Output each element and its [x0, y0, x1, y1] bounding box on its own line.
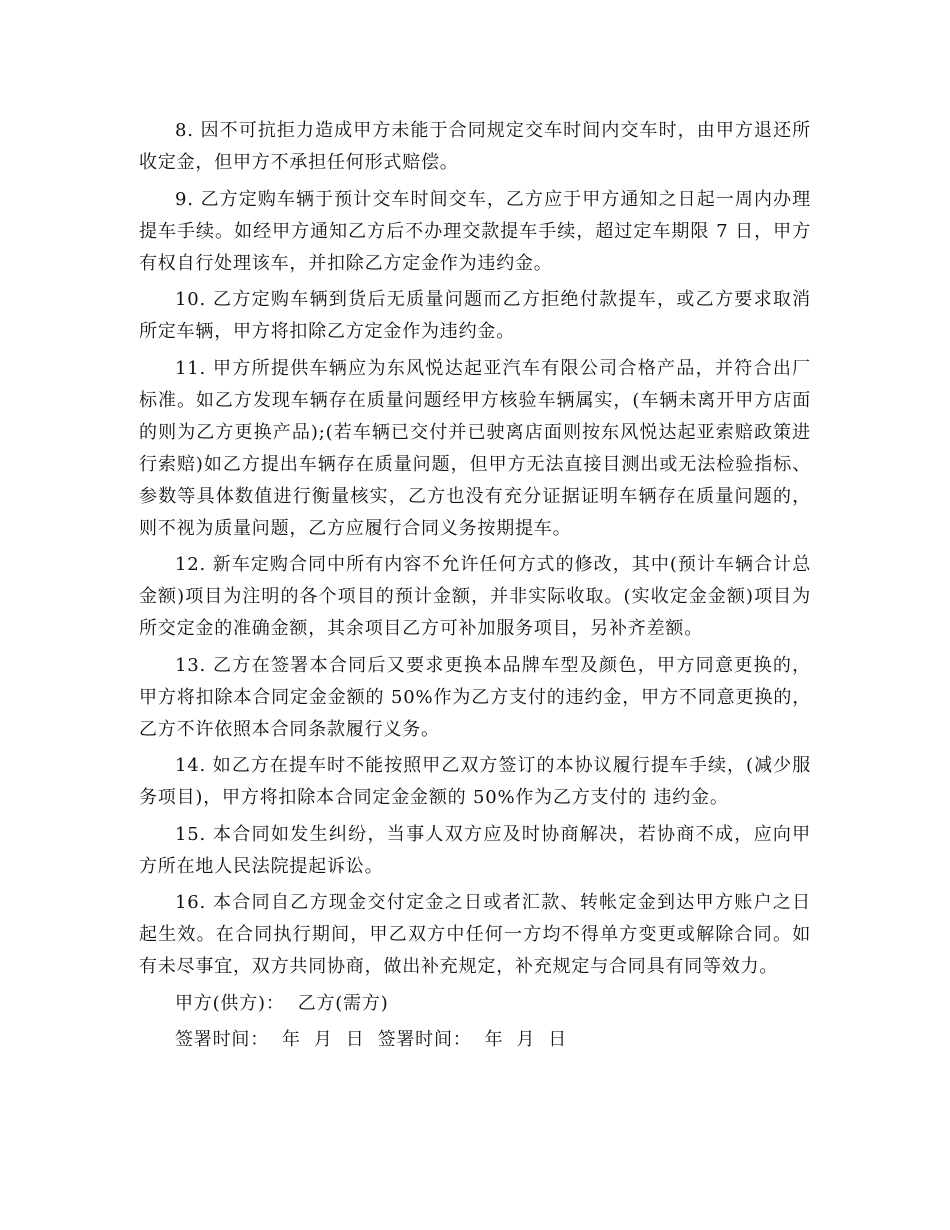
clause-13: 13. 乙方在签署本合同后又要求更换本品牌车型及颜色，甲方同意更换的，甲方将扣除本合同定金金额的 50%作为乙方支付的违约金，甲方不同意更换的，乙方不许依照本合同条款履行义务。 [139, 654, 811, 740]
clause-10: 10. 乙方定购车辆到货后无质量问题而乙方拒绝付款提车，或乙方要求取消所定车辆，甲方将扣除乙方定金作为违约金。 [139, 289, 811, 342]
clause-15: 15. 本合同如发生纠纷，当事人双方应及时协商解决，若协商不成，应向甲方所在地人民法院提起诉讼。 [139, 823, 811, 877]
clause-9: 9. 乙方定购车辆于预计交车时间交车，乙方应于甲方通知之日起一周内办理提车手续。如经甲方通知乙方后不办理交款提车手续，超过定车期限 7 日，甲方有权自行处理该车，并扣除乙方定金作为违约金。 [139, 188, 811, 274]
signature-parties-line: 甲方(供方)： 乙方(需方) [175, 992, 389, 1014]
signature-date-line: 签署时间： 年 月 日 签署时间： 年 月 日 [175, 1029, 568, 1050]
contract-page [139, 115, 811, 1061]
clause-12: 12. 新车定购合同中所有内容不允许任何方式的修改，其中(预计车辆合计总金额)项目为注明的各个项目的预计金额，并非实际收取。(实收定金金额)项目为所交定金的准确金额，其余项目乙方可补加服务项目，另补齐差额。 [139, 554, 811, 639]
clause-16: 16. 本合同自乙方现金交付定金之日或者汇款、转帐定金到达甲方账户之日起生效。在合同执行期间，甲乙双方中任何一方均不得单方变更或解除合同。如有未尽事宜，双方共同协商，做出补充规定，补充规定与合同具有同等效力。 [139, 892, 811, 977]
clause-14: 14. 如乙方在提车时不能按照甲乙双方签订的本协议履行提车手续，(减少服务项目)，甲方将扣除本合同定金金额的 50%作为乙方支付的 违约金。 [139, 755, 811, 808]
clause-8: 8. 因不可抗拒力造成甲方未能于合同规定交车时间内交车时，由甲方退还所收定金，但甲方不承担任何形式赔偿。 [139, 120, 811, 173]
clause-11: 11. 甲方所提供车辆应为东风悦达起亚汽车有限公司合格产品，并符合出厂标准。如乙方发现车辆存在质量问题经甲方核验车辆属实，(车辆未离开甲方店面的则为乙方更换产品);(若车辆已交付并已驶离店面则按东风悦达起亚索赔政策进行索赔)如乙方提出车辆存在质量问题，但甲方无法直接目测出或无法检验指标、参数等具体数值进行衡量核实，乙方也没有充分证据证明车辆存在质量问题的，则不视为质量问题，乙方应履行合同义务按期提车。 [139, 357, 811, 539]
